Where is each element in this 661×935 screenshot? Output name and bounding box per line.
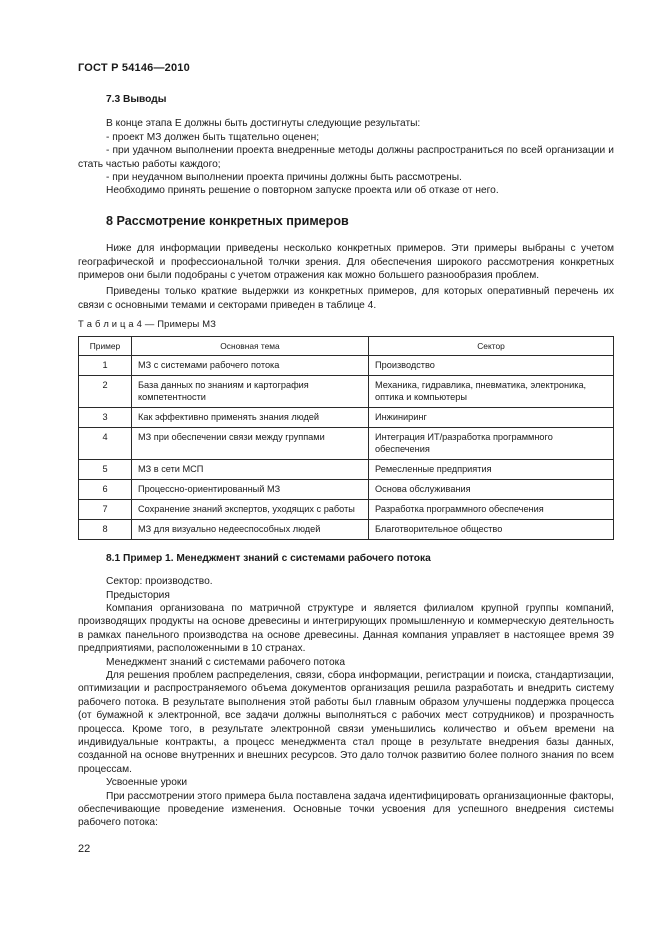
paragraph: Компания организована по матричной структуре и является филиалом крупной группы компаний, производящих продукты на основе древесины и интегрирующих промышленную и коммерческую деятельность в рамках панельного производства на основе древесины. Данная компания управляет в настоящее время 39 предприятиями, расположенными в 10 странах.	[78, 602, 614, 655]
table-cell: 1	[79, 355, 132, 375]
table-cell: 5	[79, 459, 132, 479]
section-8-title: 8 Рассмотрение конкретных примеров	[106, 213, 349, 228]
table-cell: Сохранение знаний экспертов, уходящих с работы	[132, 499, 369, 519]
document-header: ГОСТ Р 54146—2010	[78, 62, 190, 74]
column-header: Пример	[79, 336, 132, 355]
table-cell: Инжиниринг	[369, 407, 614, 427]
paragraph: Сектор: производство.	[106, 576, 213, 588]
paragraph: В конце этапа Е должны быть достигнуты следующие результаты:	[106, 118, 421, 130]
column-header: Сектор	[369, 336, 614, 355]
table-cell: Основа обслуживания	[369, 479, 614, 499]
section-8-1-title: 8.1 Пример 1. Менеджмент знаний с системами рабочего потока	[106, 552, 431, 564]
table-header-row	[79, 336, 614, 355]
paragraph: Для решения проблем распределения, связи, сбора информации, регистрации и поиска, стандартизации, оптимизации и распространяемого объема документов организация решила разработать и внедрить систему рабочего потока. В результате выполнения этой работы был главным образом улучшены поддержка процесса (от бумажной к электронной, все задачи должны выполняться с рабочих мест сотрудников) и прозрачность процесса. Кроме того, в результате электронной связи уменьшились количество и объем времени на индивидуальные контракты, а процесс менеджмента стал проще в результате внедрения базы данных, созданной на основе внутренних и внешних ресурсов. Это дало толчок развитию более полного знания по всем процессам.	[78, 669, 614, 775]
section-7-3-title: 7.3 Выводы	[106, 94, 167, 105]
table-caption: Т а б л и ц а 4 — Примеры МЗ	[78, 318, 217, 330]
table-cell: МЗ в сети МСП	[132, 459, 369, 479]
list-item: - при неудачном выполнении проекта причины должны быть рассмотрены.	[106, 172, 462, 184]
table-cell: 6	[79, 479, 132, 499]
table-row	[79, 407, 614, 427]
table-row	[79, 375, 614, 407]
table-cell: Механика, гидравлика, пневматика, электроника, оптика и компьютеры	[369, 375, 614, 407]
subheading: Усвоенные уроки	[106, 777, 188, 789]
table-cell: МЗ для визуально недееспособных людей	[132, 519, 369, 539]
table-cell: МЗ с системами рабочего потока	[132, 355, 369, 375]
paragraph: Ниже для информации приведены несколько конкретных примеров. Эти примеры выбраны с учетом географической и профессиональной толчки зрения. Для обеспечения широкого рассмотрения конкретных примеров они были подобраны с учетом отражения как можно большего разнообразия проблем.	[78, 243, 614, 282]
table-cell: Ремесленные предприятия	[369, 459, 614, 479]
table-row	[79, 459, 614, 479]
table-cell: 2	[79, 375, 132, 407]
table-cell: 8	[79, 519, 132, 539]
table-row	[79, 479, 614, 499]
table-cell: База данных по знаниям и картография компетентности	[132, 375, 369, 407]
page-number: 22	[78, 843, 91, 855]
column-header: Основная тема	[132, 336, 369, 355]
subheading: Предыстория	[106, 589, 170, 601]
examples-table	[78, 336, 614, 540]
paragraph: Приведены только краткие выдержки из конкретных примеров, для которых оперативный перечень их связи с основными темами и секторами приведен в таблице 4.	[78, 286, 614, 311]
table-row	[79, 499, 614, 519]
table-cell: 7	[79, 499, 132, 519]
table-cell: Как эффективно применять знания людей	[132, 407, 369, 427]
table-cell: Процессно-ориентированный МЗ	[132, 479, 369, 499]
list-item: - при удачном выполнении проекта внедренные методы должны распространиться по всей организации и стать частью работы каждого;	[78, 145, 614, 170]
subheading: Менеджмент знаний с системами рабочего потока	[106, 656, 345, 668]
table-cell: Производство	[369, 355, 614, 375]
table-cell: 3	[79, 407, 132, 427]
table-cell: МЗ при обеспечении связи между группами	[132, 427, 369, 459]
paragraph: При рассмотрении этого примера была поставлена задача идентифицировать организационные факторы, обеспечивающие проведение изменения. Основные точки усвоения для успешного внедрения системы рабочего потока:	[78, 790, 614, 829]
list-item: - проект МЗ должен быть тщательно оценен;	[106, 131, 320, 143]
table-row	[79, 519, 614, 539]
table-cell: 4	[79, 427, 132, 459]
table-cell: Разработка программного обеспечения	[369, 499, 614, 519]
page-content	[78, 93, 614, 830]
table-cell: Интеграция ИТ/разработка программного обеспечения	[369, 427, 614, 459]
table-row	[79, 355, 614, 375]
table-row	[79, 427, 614, 459]
paragraph: Необходимо принять решение о повторном запуске проекта или об отказе от него.	[106, 185, 499, 197]
table-cell: Благотворительное общество	[369, 519, 614, 539]
